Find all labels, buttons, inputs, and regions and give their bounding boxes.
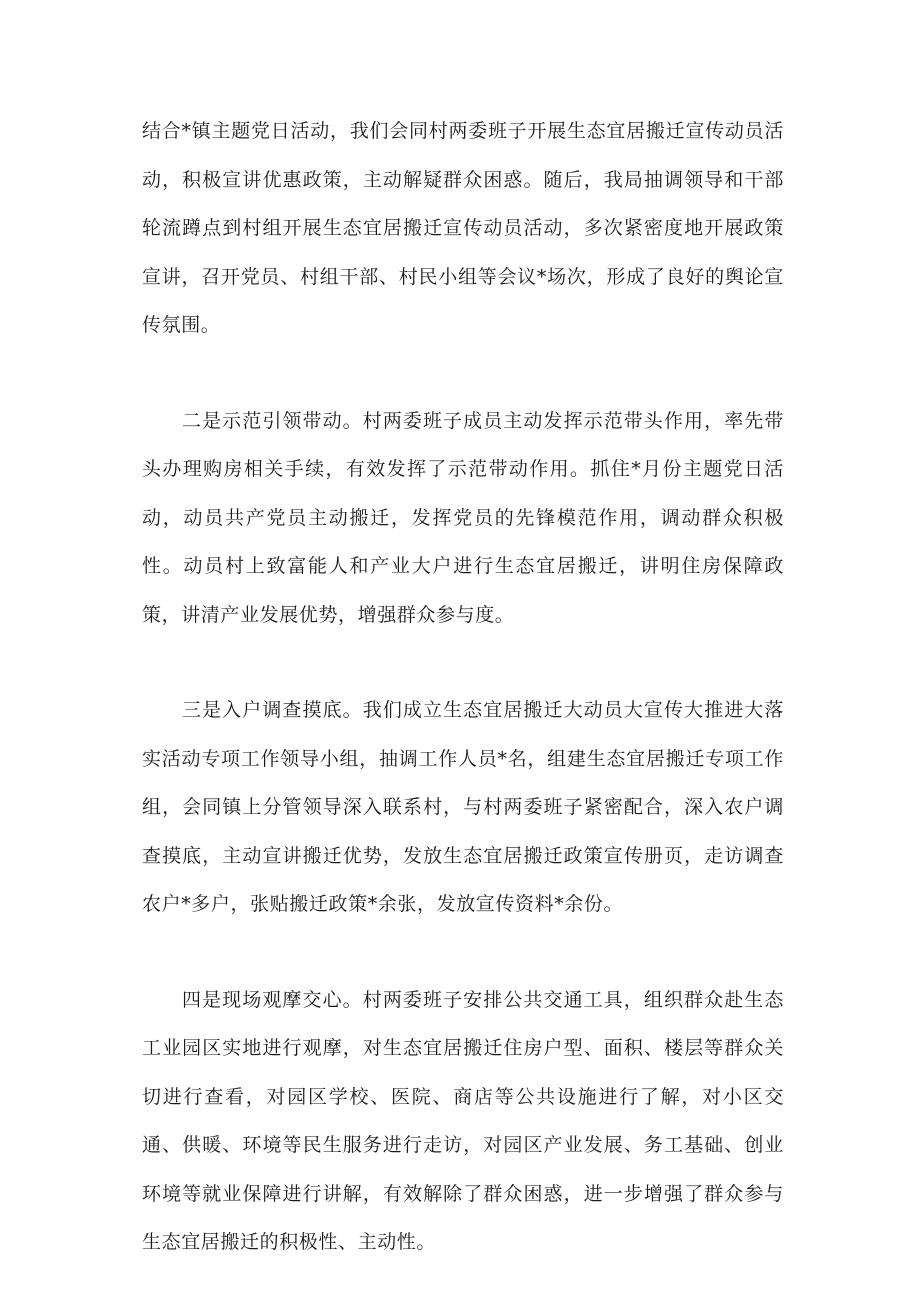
paragraph-spacer: [142, 350, 784, 397]
paragraph-household-survey: 三是入户调查摸底。我们成立生态宜居搬迁大动员大宣传大推进大落实活动专项工作领导小组，抽调工作人员*名，组建生态宜居搬迁专项工作组，会同镇上分管领导深入联系村，与村两委班子紧密配合，深入农户调查摸底，主动宣讲搬迁优势，发放生态宜居搬迁政策宣传册页，走访调查农户*多户，张贴搬迁政策*余张，发放宣传资料*余份。: [142, 699, 784, 915]
paragraph-spacer: [142, 639, 784, 686]
paragraph-site-visit: 四是现场观摩交心。村两委班子安排公共交通工具，组织群众赴生态工业园区实地进行观摩，对生态宜居搬迁住房户型、面积、楼层等群众关切进行查看，对园区学校、医院、商店等公共设施进行了解，对小区交通、供暖、环境等民生服务进行走访，对园区产业发展、务工基础、创业环境等就业保障进行讲解，有效解除了群众困惑，进一步增强了群众参与生态宜居搬迁的积极性、主动性。: [142, 988, 784, 1253]
paragraph-continuation: 结合*镇主题党日活动，我们会同村两委班子开展生态宜居搬迁宣传动员活动，积极宣讲优惠政策，主动解疑群众困惑。随后，我局抽调领导和干部轮流蹲点到村组开展生态宜居搬迁宣传动员活动，多次紧密度地开展政策宣讲，召开党员、村组干部、村民小组等会议*场次，形成了良好的舆论宣传氛围。: [142, 120, 784, 336]
paragraph-spacer: [142, 929, 784, 976]
document-body: [142, 107, 784, 1267]
paragraph-demonstration: 二是示范引领带动。村两委班子成员主动发挥示范带头作用，率先带头办理购房相关手续，有效发挥了示范带动作用。抓住*月份主题党日活动，动员共产党员主动搬迁，发挥党员的先锋模范作用，调动群众积极性。动员村上致富能人和产业大户进行生态宜居搬迁，讲明住房保障政策，讲清产业发展优势，增强群众参与度。: [142, 409, 784, 626]
